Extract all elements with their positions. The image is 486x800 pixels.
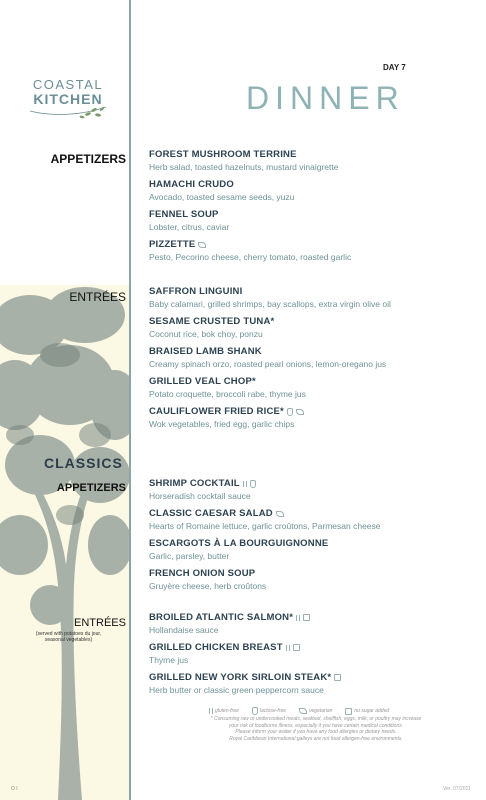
item-name: SHRIMP COCKTAIL (149, 478, 240, 489)
section-classics-entrees: ENTRÉES (74, 617, 126, 629)
coastal-kitchen-logo (28, 77, 108, 122)
gluten-free-icon (296, 615, 300, 621)
logo-line-1: COASTAL (32, 77, 104, 92)
menu-item (149, 209, 469, 232)
logo-line-2: KITCHEN (33, 91, 103, 107)
vegetarian-icon (198, 242, 206, 248)
item-name: PIZZETTE (149, 239, 196, 250)
item-desc: Gruyère cheese, herb croûtons (149, 581, 267, 591)
item-name: SESAME CRUSTED TUNA* (149, 316, 275, 327)
no-sugar-added-icon (334, 674, 341, 681)
menu-item (149, 286, 469, 309)
item-desc: Baby calamari, grilled shrimps, bay scallops, extra virgin olive oil (149, 299, 391, 309)
item-name: CAULIFLOWER FRIED RICE* (149, 406, 284, 417)
classics-entrees-note: (served with potatoes du jour, seasonal vegetables) (35, 631, 102, 643)
day-label: DAY 7 (383, 63, 406, 72)
item-name: HAMACHI CRUDO (149, 179, 234, 190)
olive-tree-illustration (0, 285, 129, 800)
vegetarian-icon (276, 511, 284, 517)
gluten-free-icon (243, 481, 247, 487)
item-name: ESCARGOTS À LA BOURGUIGNONNE (149, 538, 329, 549)
item-desc: Wok vegetables, fried egg, garlic chips (149, 419, 295, 429)
item-desc: Hearts of Romaine lettuce, garlic croûtons, Parmesan cheese (149, 521, 381, 531)
menu-item (149, 538, 469, 561)
item-desc: Hollandaise sauce (149, 625, 219, 635)
item-name-row (149, 406, 469, 417)
item-name-row (149, 239, 469, 250)
dietary-legend (206, 707, 436, 715)
legend-label: vegetarian (309, 708, 333, 714)
legend-lactose-free (249, 707, 286, 715)
legend-vegetarian (296, 707, 332, 715)
item-name: BRAISED LAMB SHANK (149, 346, 262, 357)
gluten-free-icon (209, 708, 213, 714)
lactose-free-icon (252, 707, 258, 715)
gluten-free-icon (286, 645, 290, 651)
item-name-row (149, 508, 469, 519)
allergy-footnote (176, 716, 456, 742)
menu-item (149, 376, 469, 399)
lactose-free-icon (287, 408, 293, 416)
item-name: GRILLED VEAL CHOP* (149, 376, 256, 387)
legend-gluten-free (206, 707, 239, 715)
item-name: BROILED ATLANTIC SALMON* (149, 612, 294, 623)
legend-label: no sugar added (354, 708, 390, 714)
menu-item (149, 239, 469, 262)
item-name-row (149, 612, 469, 623)
item-name: FRENCH ONION SOUP (149, 568, 256, 579)
item-desc: Herb salad, toasted hazelnuts, mustard vinaigrette (149, 162, 339, 172)
no-sugar-added-icon (345, 708, 352, 715)
footnote-line: your risk of foodborne illness, especially if you have certain medical conditions. (228, 722, 404, 729)
vegetarian-icon (299, 708, 307, 714)
item-name: FENNEL SOUP (149, 209, 219, 220)
item-desc: Thyme jus (149, 655, 189, 665)
vertical-divider (129, 0, 131, 800)
corner-code-left: O I (11, 786, 18, 792)
menu-item (149, 612, 469, 635)
menu-item (149, 316, 469, 339)
menu-item (149, 642, 469, 665)
item-name-row (149, 642, 469, 653)
menu-item (149, 346, 469, 369)
menu-item (149, 568, 469, 591)
legend-label: gluten-free (215, 708, 239, 714)
item-desc: Coconut rice, bok choy, ponzu (149, 329, 263, 339)
item-name: GRILLED CHICKEN BREAST (149, 642, 283, 653)
item-name: SAFFRON LINGUINI (149, 286, 243, 297)
item-desc: Lobster, citrus, caviar (149, 222, 230, 232)
legend-label: lactose-free (259, 708, 287, 714)
item-desc: Horseradish cocktail sauce (149, 491, 251, 501)
vegetarian-icon (296, 409, 304, 415)
section-classics-appetizers: APPETIZERS (56, 482, 126, 494)
version-label: Ver. 07/2011 (443, 786, 471, 792)
item-desc: Pesto, Pecorino cheese, cherry tomato, roasted garlic (149, 252, 352, 262)
footnote-line: * Consuming raw or undercooked meats, seafood, shellfish, eggs, milk, or poultry may increase (210, 716, 422, 722)
section-classics: CLASSICS (44, 455, 123, 471)
item-name-row (149, 478, 469, 489)
item-desc: Potato croquette, broccoli rabe, thyme jus (149, 389, 306, 399)
legend-no-sugar (342, 707, 389, 715)
page-title: DINNER (246, 80, 405, 116)
menu-item (149, 179, 469, 202)
item-desc: Avocado, toasted sesame seeds, yuzu (149, 192, 295, 202)
menu-item (149, 508, 469, 531)
section-entrees: ENTRÉES (69, 290, 126, 304)
footnote-line: Royal Caribbean International galleys are not food allergen-free environments. (229, 735, 403, 742)
item-name: FOREST MUSHROOM TERRINE (149, 149, 297, 160)
menu-item (149, 406, 469, 429)
item-name-row (149, 672, 469, 683)
no-sugar-added-icon (303, 614, 310, 621)
lactose-free-icon (250, 480, 256, 488)
item-desc: Herb butter or classic green peppercorn sauce (149, 685, 324, 695)
item-name: CLASSIC CAESAR SALAD (149, 508, 273, 519)
footnote-line: Please inform your waiter if you have any food allergies or dietary needs. (235, 729, 397, 735)
menu-item (149, 149, 469, 172)
section-appetizers: APPETIZERS (50, 152, 126, 166)
menu-item (149, 478, 469, 501)
no-sugar-added-icon (293, 644, 300, 651)
item-desc: Creamy spinach orzo, roasted pearl onions, lemon-oregano jus (149, 359, 387, 369)
item-desc: Garlic, parsley, butter (149, 551, 230, 561)
item-name: GRILLED NEW YORK SIRLOIN STEAK* (149, 672, 332, 683)
olive-branch-icon (28, 103, 108, 121)
menu-item (149, 672, 469, 695)
